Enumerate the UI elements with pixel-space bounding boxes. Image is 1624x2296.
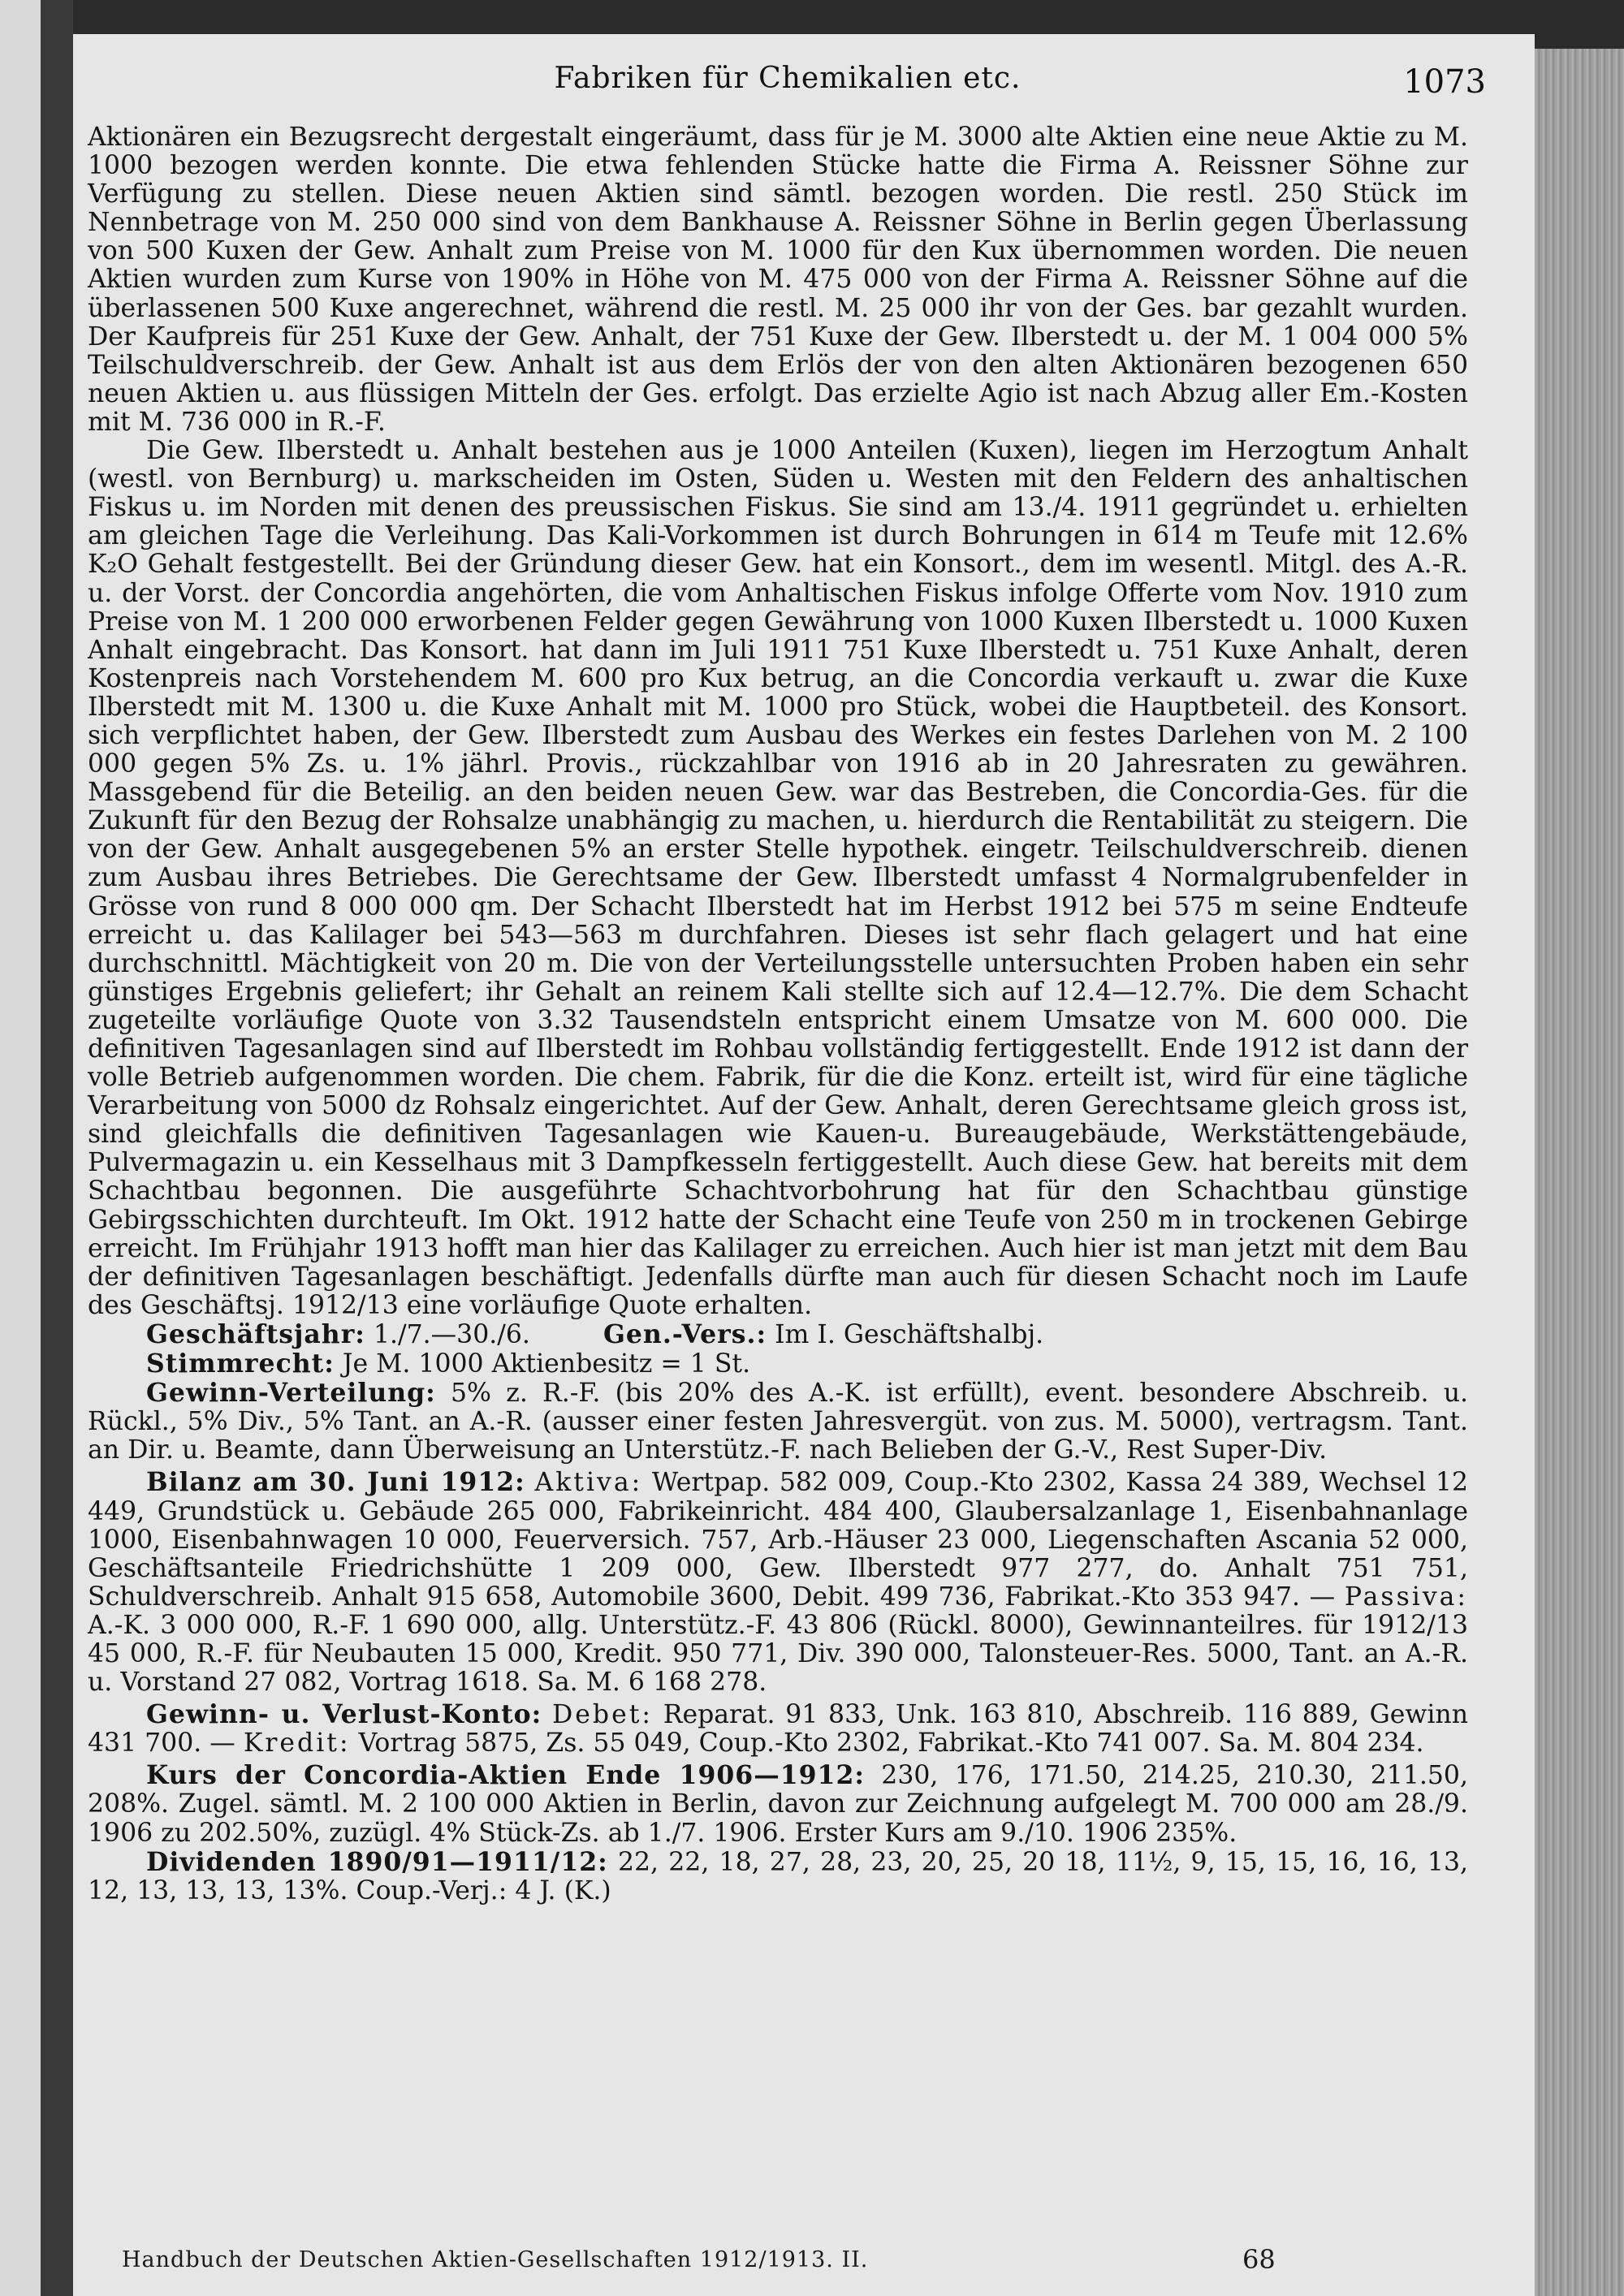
value-gen-vers: Im I. Geschäftshalbj.	[775, 1319, 1044, 1349]
entry-dividenden	[88, 1848, 1468, 1905]
entry-bilanz	[88, 1468, 1468, 1697]
page-number: 1073	[1403, 63, 1486, 101]
label-dividenden: Dividenden 1890/91—1911/12:	[146, 1846, 608, 1877]
footer-signature: 68	[1242, 2244, 1276, 2275]
value-geschaeftsjahr: 1./7.—30./6.	[373, 1319, 530, 1349]
entry-stimmrecht	[88, 1349, 1468, 1379]
scan-gutter-shadow	[41, 0, 73, 2296]
document-page	[73, 34, 1535, 2296]
paragraph-gewerkschaften: Die Gew. Ilberstedt u. Anhalt bestehen aus je 1000 Anteilen (Kuxen), liegen im Herzogtum Anhalt (westl. von Bernburg) u. markscheiden im Osten, Süden u. Westen mit den Feldern des anhaltischen Fiskus u. im Norden mit denen des preussischen Fiskus. Sie sind am 13./4. 1911 gegründet u. erhielten am gleichen Tage die Verleihung. Das Kali-Vorkommen ist durch Bohrungen in 614 m Teufe mit 12.6% K₂O Gehalt festgestellt. Bei der Gründung dieser Gew. hat ein Konsort., dem im wesentl. Mitgl. des A.-R. u. der Vorst. der Concordia angehörten, die vom Anhaltischen Fiskus infolge Offerte vom Nov. 1910 zum Preise von M. 1 200 000 erworbenen Felder gegen Gewährung von 1000 Kuxen Ilberstedt u. 1000 Kuxen Anhalt eingebracht. Das Konsort. hat dann im Juli 1911 751 Kuxe Ilberstedt u. 751 Kuxe Anhalt, deren Kostenpreis nach Vorstehendem M. 600 pro Kux betrug, an die Concordia verkauft u. zwar die Kuxe Ilberstedt mit M. 1300 u. die Kuxe Anhalt mit M. 1000 pro Stück, wobei die Hauptbeteil. des Konsort. sich verpflichtet haben, der Gew. Ilberstedt zum Ausbau des Werkes ein festes Darlehen von M. 2 100 000 gegen 5% Zs. u. 1% jährl. Provis., rückzahlbar von 1916 ab in 20 Jahresraten zu gewähren. Massgebend für die Beteilig. an den beiden neuen Gew. war das Bestreben, die Concordia-Ges. für die Zukunft für den Bezug der Rohsalze unabhängig zu machen, u. hierdurch die Rentabilität zu steigern. Die von der Gew. Anhalt ausgegebenen 5% an erster Stelle hypothek. eingetr. Teilschuldverschreib. dienen zum Ausbau ihres Betriebes. Die Gerechtsame der Gew. Ilberstedt umfasst 4 Normalgrubenfelder in Grösse von rund 8 000 000 qm. Der Schacht Ilberstedt hat im Herbst 1912 bei 575 m seine Endteufe erreicht u. das Kalilager bei 543—563 m durchfahren. Dieses ist sehr flach gelagert und hat eine durchschnittl. Mächtigkeit von 20 m. Die von der Verteilungsstelle untersuchten Proben haben ein sehr günstiges Ergebnis geliefert; ihr Gehalt an reinem Kali stellte sich auf 12.4—12.7%. Die dem Schacht zugeteilte vorläufige Quote von 3.32 Tausendsteln entspricht einem Umsatze von M. 600 000. Die definitiven Tagesanlagen sind auf Ilberstedt im Rohbau vollständig fertiggestellt. Ende 1912 ist dann der volle Betrieb aufgenommen worden. Die chem. Fabrik, für die die Konz. erteilt ist, wird für eine tägliche Verarbeitung von 5000 dz Rohsalz eingerichtet. Auf der Gew. Anhalt, deren Gerechtsame gleich gross ist, sind gleichfalls die definitiven Tagesanlagen wie Kauen-u. Bureaugebäude, Werkstättengebäude, Pulvermagazin u. ein Kesselhaus mit 3 Dampfkesseln fertiggestellt. Auch diese Gew. hat bereits mit dem Schachtbau begonnen. Die ausgeführte Schachtvorbohrung hat für den Schachtbau günstige Gebirgsschichten durchteuft. Im Okt. 1912 hatte der Schacht eine Teufe von 250 m in trockenen Gebirge erreicht. Im Frühjahr 1913 hofft man hier das Kalilager zu erreichen. Auch hier ist man jetzt mit dem Bau der definitiven Tagesanlagen beschäftigt. Jedenfalls dürfte man auch für diesen Schacht noch im Laufe des Geschäftsj. 1912/13 eine vorläufige Quote erhalten.	[88, 436, 1468, 1320]
entry-gewinn-verlust	[88, 1700, 1468, 1758]
value-kurs: 230, 176, 171.50, 214.25, 210.30, 211.50, 208%. Zugel. sämtl. M. 2 100 000 Aktien in Berlin, davon zur Zeichnung aufgelegt M. 700 000 am 28./9. 1906 zu 202.50%, zuzügl. 4% Stück-Zs. ab 1./7. 1906. Erster Kurs am 9./10. 1906 235%.	[88, 1761, 1468, 1848]
entry-geschaeftsjahr	[88, 1320, 1468, 1349]
running-header	[106, 52, 1486, 101]
scan-left-edge	[0, 0, 41, 2296]
label-debet: Debet:	[552, 1700, 654, 1730]
label-gen-vers: Gen.-Vers.:	[603, 1318, 767, 1349]
value-gewinn-verteilung: 5% z. R.-F. (bis 20% des A.-K. ist erfüllt), event. besondere Abschreib. u. Rückl., 5% Div., 5% Tant. an A.-R. (ausser einer festen Jahresvergüt. von zus. M. 5000), vertragsm. Tant. an Dir. u. Beamte, dann Überweisung an Unterstütz.-F. nach Belieben der G.-V., Rest Super-Div.	[88, 1379, 1468, 1465]
entry-gewinn-verteilung	[88, 1379, 1468, 1465]
running-title: Fabriken für Chemikalien etc.	[554, 62, 1021, 95]
label-geschaeftsjahr: Geschäftsjahr:	[146, 1318, 365, 1349]
label-gewinn-verlust: Gewinn- u. Verlust-Konto:	[146, 1699, 542, 1730]
scan-page-stack-edge	[1527, 49, 1624, 2296]
label-stimmrecht: Stimmrecht:	[146, 1349, 335, 1379]
label-bilanz: Bilanz am 30. Juni 1912:	[146, 1467, 525, 1498]
label-gewinn-verteilung: Gewinn-Verteilung:	[146, 1378, 436, 1409]
page-footer	[122, 2242, 1470, 2283]
entry-kurs	[88, 1761, 1468, 1847]
label-kredit: Kredit:	[243, 1728, 351, 1759]
paragraph-capital-increase: Aktionären ein Bezugsrecht dergestalt eingeräumt, dass für je M. 3000 alte Aktien eine neue Aktie zu M. 1000 bezogen werden konnte. Die etwa fehlenden Stücke hatte die Firma A. Reissner Söhne zur Verfügung zu stellen. Diese neuen Aktien sind sämtl. bezogen worden. Die restl. 250 Stück im Nennbetrage von M. 250 000 sind von dem Bankhause A. Reissner Söhne in Berlin gegen Überlassung von 500 Kuxen der Gew. Anhalt zum Preise von M. 1000 für den Kux übernommen worden. Die neuen Aktien wurden zum Kurse von 190% in Höhe von M. 475 000 von der Firma A. Reissner Söhne auf die überlassenen 500 Kuxe angerechnet, während die restl. M. 25 000 ihr von der Ges. bar gezahlt wurden. Der Kaufpreis für 251 Kuxe der Gew. Anhalt, der 751 Kuxe der Gew. Ilberstedt u. der M. 1 004 000 5% Teilschuldverschreib. der Gew. Anhalt ist aus dem Erlös der von den alten Aktionären bezogenen 650 neuen Aktien u. aus flüssigen Mitteln der Ges. erfolgt. Das erzielte Agio ist nach Abzug aller Em.-Kosten mit M. 736 000 in R.-F.	[88, 123, 1468, 437]
value-passiva: A.-K. 3 000 000, R.-F. 1 690 000, allg. Unterstütz.-F. 43 806 (Rückl. 8000), Gewinnanteilres. für 1912/13 45 000, R.-F. für Neubauten 15 000, Kredit. 950 771, Div. 390 000, Talonsteuer-Res. 5000, Tant. an A.-R. u. Vorstand 27 082, Vortrag 1618. Sa. M. 6 168 278.	[88, 1610, 1468, 1698]
label-passiva: Passiva:	[1344, 1582, 1469, 1612]
footer-title: Handbuch der Deutschen Aktien-Gesellschaften 1912/1913. II.	[122, 2247, 869, 2272]
label-kurs: Kurs der Concordia-Aktien Ende 1906—1912:	[146, 1760, 865, 1791]
value-stimmrecht: Je M. 1000 Aktienbesitz = 1 St.	[342, 1349, 751, 1379]
value-dividenden: 22, 22, 18, 27, 28, 23, 20, 25, 20 18, 11½, 9, 15, 15, 16, 16, 13, 12, 13, 13, 13, 13%. Coup.-Verj.: 4 J. (K.)	[88, 1847, 1468, 1905]
value-aktiva: Wertpap. 582 009, Coup.-Kto 2302, Kassa 24 389, Wechsel 12 449, Grundstück u. Gebäude 265 000, Fabrikeinricht. 484 400, Glaubersalzanlage 1, Eisenbahnanlage 1000, Eisenbahnwagen 10 000, Feuerversich. 757, Arb.-Häuser 23 000, Liegenschaften Ascania 52 000, Geschäftsanteile Friedrichshütte 1 209 000, Gew. Ilberstedt 977 277, do. Anhalt 751 751, Schuldverschreib. Anhalt 915 658, Automobile 3600, Debit. 499 736, Fabrikat.-Kto 353 947. —	[88, 1468, 1469, 1612]
value-debet: Reparat. 91 833, Unk. 163 810, Abschreib. 116 889, Gewinn 431 700. —	[88, 1700, 1469, 1759]
value-kredit: Vortrag 5875, Zs. 55 049, Coup.-Kto 2302, Fabrikat.-Kto 741 007. Sa. M. 804 234.	[358, 1728, 1424, 1759]
label-aktiva: Aktiva:	[534, 1468, 643, 1498]
body-text	[88, 123, 1468, 1905]
